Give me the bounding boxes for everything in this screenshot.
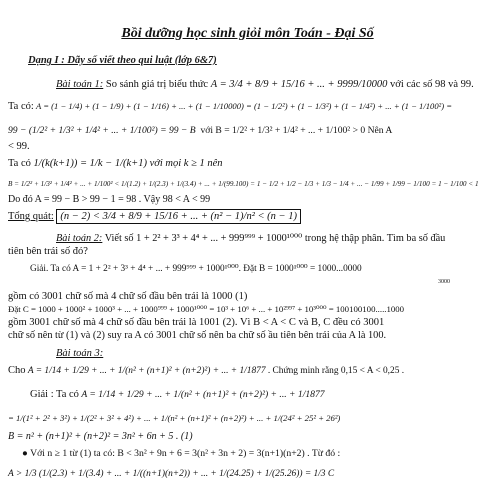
problem3-line-b-expr: B = n² + (n+1)² + (n+2)² = 3n² + 6n + 5 . (1) xyxy=(8,431,193,442)
problem2-statement-line xyxy=(56,232,445,245)
problem1-line1-expr: A = (1 − 1/4) + (1 − 1/9) + (1 − 1/16) + ... + (1 − 1/10000) = (1 − 1/2²) + (1 − 1/3²) + (1 − 1/4²) + ... + (1 − 1/100²) = xyxy=(35,101,453,111)
problem2-sol-b: 3000 xyxy=(438,279,450,285)
problem1-line4a: Ta có xyxy=(8,158,31,169)
problem1-statement-line xyxy=(56,78,474,91)
problem1-line5-expr: B = 1/2² + 1/3² + 1/4² + ... + 1/100² < 1/(1.2) + 1/(2.3) + 1/(3.4) + ... + 1/(99.100) = 1 − 1/2 + 1/2 − 1/3 + 1/3 − 1/4 + ... − 1/99 + 1/99 − 1/100 = 1 − 1/100 < 1 xyxy=(8,180,479,188)
problem3-bullet-line xyxy=(22,447,340,460)
problem2-sol-d: Đặt C = 1000 + 1000² + 1000³ + ... + 1000⁹⁹⁹ + 1000¹⁰⁰⁰ = 10³ + 10⁶ + ... + 10²⁹⁹⁷ + 10³⁰⁰⁰ = 100100100.....1000 xyxy=(8,304,405,314)
problem3-expr: A = 1/14 + 1/29 + ... + 1/(n² + (n+1)² + (n+2)²) + ... + 1/1877 xyxy=(27,366,266,376)
problem2-label: Bài toán 2: xyxy=(56,233,103,244)
problem1-general-label: Tổng quát: xyxy=(8,211,54,222)
problem1-general-box: (n − 2) < 3/4 + 8/9 + 15/16 + ... + (n² − 1)/n² < (n − 1) xyxy=(56,209,301,224)
problem3-last xyxy=(8,468,334,481)
problem3-sol-label: Giải : Ta có xyxy=(30,389,79,400)
problem3-solution-line xyxy=(30,388,325,401)
problem3-last-expr: A > 1/3 (1/(2.3) + 1/(3.4) + ... + 1/((n+1)(n+2)) + ... + 1/(24.25) + 1/(25.26)) = 1/3 C xyxy=(8,469,335,479)
problem1-expr: A = 3/4 + 8/9 + 15/16 + ... + 9999/10000 xyxy=(210,79,388,90)
problem1-line2b: với B = 1/2² + 1/3² + 1/4² + ... + 1/100² > 0 Nên A xyxy=(200,125,393,136)
problem2-sol-e: gồm 3001 chữ số mà 4 chữ số đầu bên trái là 1001 (2). Vì B < A < C và B, C đều có 3001 xyxy=(8,317,385,328)
problem2-statement: Viết số 1 + 2² + 3³ + 4⁴ + ... + 999⁹⁹⁹ + 1000¹⁰⁰⁰ trong hệ thập phân. Tìm ba số đầu xyxy=(104,233,446,244)
problem1-line4 xyxy=(8,157,223,170)
problem3-line-eq xyxy=(8,412,340,425)
problem3-statement-line xyxy=(8,364,404,378)
problem1-tail: với các số 98 và 99. xyxy=(390,79,474,90)
problem1-taco: Ta có: xyxy=(8,101,34,112)
problem3-line-b xyxy=(8,430,193,443)
problem3-bullet: Với n ≥ 1 từ (1) ta có: B < 3n² + 9n + 6 = 3(n² + 3n + 2) = 3(n+1)(n+2) . Từ đó : xyxy=(30,448,341,459)
problem1-line2 xyxy=(8,124,392,137)
problem2-sol-c: gồm có 3001 chữ số mà 4 chữ số đầu bên trái là 1000 (1) xyxy=(8,291,248,302)
problem1-statement: So sánh giá trị biểu thức xyxy=(105,79,209,90)
problem2-sol-a: Giải. Ta có A = 1 + 2² + 3³ + 4⁴ + ... + 999⁹⁹⁹ + 1000¹⁰⁰⁰. Đặt B = 1000¹⁰⁰⁰ = 1000...0000 xyxy=(30,264,362,274)
problem1-label: Bài toán 1: xyxy=(56,79,104,90)
problem1-line4b: 1/(k(k+1)) = 1/k − 1/(k+1) với mọi k ≥ 1 nên xyxy=(33,158,223,169)
problem3-label: Bài toán 3: xyxy=(56,348,104,359)
problem3-cho: Cho xyxy=(8,365,26,376)
problem2-statement2: tiên bên trái số đó? xyxy=(8,246,88,257)
problem1-line6: Do đó A = 99 − B > 99 − 1 = 98 . Vậy 98 < A < 99 xyxy=(8,194,211,205)
document-title: Bồi dưỡng học sinh giỏi môn Toán - Đại Số xyxy=(121,26,374,41)
problem1-line1 xyxy=(8,100,452,113)
section-heading: Dạng I : Dãy số viết theo qui luật (lớp 6&7) xyxy=(28,55,217,66)
problem3-sol-expr: A = 1/14 + 1/29 + ... + 1/(n² + (n+1)² + (n+2)²) + ... + 1/1877 xyxy=(81,389,325,400)
bullet-icon: ● xyxy=(22,448,28,459)
problem3-prove: . Chứng minh rằng 0,15 < A < 0,25 . xyxy=(267,366,405,376)
problem1-line2a: 99 − (1/2² + 1/3² + 1/4² + ... + 1/100²) = 99 − B xyxy=(8,125,196,136)
problem1-line5 xyxy=(8,178,479,191)
problem1-line3: < 99. xyxy=(8,141,30,152)
problem1-general-line xyxy=(8,210,301,223)
problem3-line-eq-expr: = 1/(1² + 2² + 3²) + 1/(2² + 3² + 4²) + ... + 1/(n² + (n+1)² + (n+2)²) + ... + 1/(24² + 25² + 26²) xyxy=(8,413,341,423)
problem2-sol-f: chữ số nên từ (1) và (2) suy ra A có 3001 chữ số nên ba chữ số ầu tiên bên trái của A là 100. xyxy=(8,330,387,341)
